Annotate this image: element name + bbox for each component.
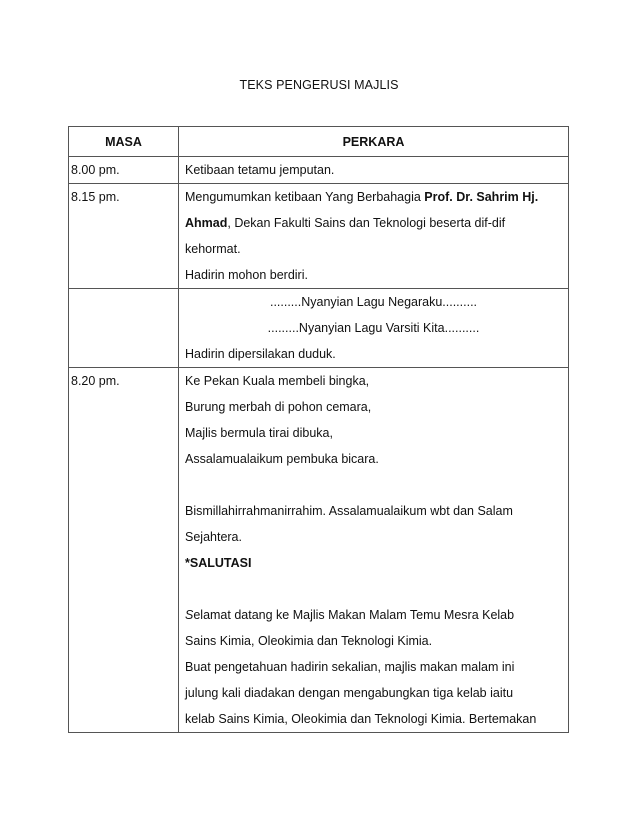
announcement-line: kehormat. — [185, 242, 241, 256]
time-cell — [69, 368, 179, 733]
welcome-initial: S — [185, 608, 194, 622]
time-cell — [69, 289, 179, 368]
content-cell — [179, 368, 569, 733]
table-row — [69, 157, 569, 184]
greeting-line: Sejahtera. — [185, 530, 242, 544]
paragraph-gap — [185, 472, 562, 498]
time-cell — [69, 157, 179, 184]
info-line: kelab Sains Kimia, Oleokimia dan Teknologi Kimia. Bertemakan — [185, 712, 537, 726]
announcement-text: Mengumumkan ketibaan Yang Berbahagia — [185, 190, 425, 204]
pantun-line: Majlis bermula tirai dibuka, — [185, 426, 333, 440]
welcome-line — [185, 602, 562, 628]
announcement-line — [185, 184, 562, 210]
salutation-heading — [185, 550, 562, 576]
time-value: 8.20 pm. — [71, 374, 120, 388]
table-row — [69, 368, 569, 733]
content-cell — [179, 289, 569, 368]
info-line: julung kali diadakan dengan mengabungkan tiga kelab iaitu — [185, 686, 514, 700]
info-line: Buat pengetahuan hadirin sekalian, majlis makan malam ini — [185, 660, 515, 674]
guest-name: Prof. Dr. Sahrim Hj. — [424, 190, 539, 204]
content-cell — [179, 157, 569, 184]
welcome-text: elamat datang ke Majlis Makan Malam Temu Mesra Kelab — [193, 608, 515, 622]
header-masa: MASA — [69, 127, 179, 157]
pantun-line: Assalamualaikum pembuka bicara. — [185, 452, 379, 466]
time-value: 8.15 pm. — [71, 190, 120, 204]
pantun-line: Ke Pekan Kuala membeli bingka, — [185, 374, 370, 388]
sit-instruction: Hadirin dipersilakan duduk. — [185, 347, 336, 361]
table-row — [69, 184, 569, 289]
welcome-line: Sains Kimia, Oleokimia dan Teknologi Kimia. — [185, 634, 433, 648]
paragraph-gap — [185, 576, 562, 602]
pantun-line: Burung merbah di pohon cemara, — [185, 400, 372, 414]
header-perkara: PERKARA — [179, 127, 569, 157]
content-cell — [179, 184, 569, 289]
salutation-text: *SALUTASI — [185, 556, 252, 570]
time-value: 8.00 pm. — [71, 163, 120, 177]
anthem-line: .........Nyanyian Lagu Varsiti Kita.......... — [267, 321, 480, 335]
time-cell — [69, 184, 179, 289]
greeting-line: Bismillahirrahmanirrahim. Assalamualaikum wbt dan Salam — [185, 504, 513, 518]
table-row — [69, 289, 569, 368]
table-header-row — [69, 127, 569, 157]
item-text: Ketibaan tetamu jemputan. — [185, 163, 335, 177]
anthem-line: .........Nyanyian Lagu Negaraku.......... — [269, 295, 478, 309]
document-title: TEKS PENGERUSI MAJLIS — [239, 78, 399, 92]
announcement-line — [185, 210, 562, 236]
guest-name-end: Ahmad — [185, 216, 228, 230]
announcement-text: , Dekan Fakulti Sains dan Teknologi beserta dif-dif — [227, 216, 506, 230]
program-table — [68, 126, 569, 733]
stand-instruction: Hadirin mohon berdiri. — [185, 268, 308, 282]
